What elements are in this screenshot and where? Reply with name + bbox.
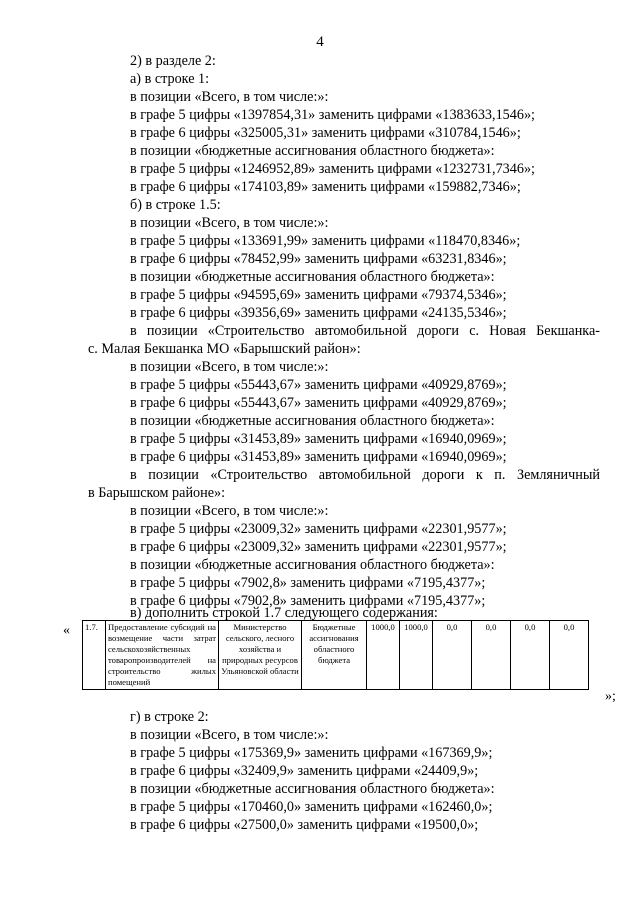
text-line: в графе 6 цифры «7902,8» заменить цифрами «7195,4377»; bbox=[130, 593, 486, 609]
table-row bbox=[83, 621, 589, 690]
text-line: в графе 5 цифры «94595,69» заменить цифрами «79374,5346»; bbox=[130, 287, 507, 303]
text-line: в позиции «Всего, в том числе:»: bbox=[130, 215, 329, 231]
text-line: б) в строке 1.5: bbox=[130, 197, 221, 213]
text-line: в графе 5 цифры «175369,9» заменить цифрами «167369,9»; bbox=[130, 745, 493, 761]
text-line: в графе 6 цифры «55443,67» заменить цифрами «40929,8769»; bbox=[130, 395, 507, 411]
text-line: в графе 5 цифры «133691,99» заменить цифрами «118470,8346»; bbox=[130, 233, 521, 249]
cell-ministry: Министерство сельского, лесного хозяйства и природных ресурсов Ульяновской области bbox=[219, 621, 302, 690]
cell-value: 1000,0 bbox=[400, 621, 433, 690]
text-line: в графе 6 цифры «78452,99» заменить цифрами «63231,8346»; bbox=[130, 251, 507, 267]
text-line: в позиции «бюджетные ассигнования областного бюджета»: bbox=[130, 413, 495, 429]
paragraph-road-1-cont: с. Малая Бекшанка МО «Барышский район»: bbox=[88, 341, 361, 357]
text-line: в графе 6 цифры «32409,9» заменить цифрами «24409,9»; bbox=[130, 763, 479, 779]
text-line: в графе 6 цифры «23009,32» заменить цифрами «22301,9577»; bbox=[130, 539, 507, 555]
text-line: в позиции «бюджетные ассигнования областного бюджета»: bbox=[130, 269, 495, 285]
cell-fund: Бюджетные ассигнования областного бюджета bbox=[302, 621, 367, 690]
cell-value: 0,0 bbox=[550, 621, 589, 690]
inserted-row-table bbox=[82, 620, 589, 690]
cell-num: 1.7. bbox=[83, 621, 106, 690]
text-line: в позиции «Всего, в том числе:»: bbox=[130, 503, 329, 519]
text-line: в позиции «бюджетные ассигнования областного бюджета»: bbox=[130, 557, 495, 573]
text-line: в графе 6 цифры «174103,89» заменить цифрами «159882,7346»; bbox=[130, 179, 521, 195]
text-line: в позиции «бюджетные ассигнования областного бюджета»: bbox=[130, 143, 495, 159]
text-line: в графе 5 цифры «55443,67» заменить цифрами «40929,8769»; bbox=[130, 377, 507, 393]
cell-value: 0,0 bbox=[433, 621, 472, 690]
text-line: г) в строке 2: bbox=[130, 709, 209, 725]
cell-value: 1000,0 bbox=[367, 621, 400, 690]
text-line: а) в строке 1: bbox=[130, 71, 210, 87]
text-line: в графе 5 цифры «1397854,31» заменить цифрами «1383633,1546»; bbox=[130, 107, 535, 123]
text-line: в графе 5 цифры «23009,32» заменить цифрами «22301,9577»; bbox=[130, 521, 507, 537]
text-line: в позиции «Всего, в том числе:»: bbox=[130, 359, 329, 375]
text-line: в графе 5 цифры «1246952,89» заменить цифрами «1232731,7346»; bbox=[130, 161, 535, 177]
text-line: 2) в разделе 2: bbox=[130, 53, 216, 69]
paragraph-road-1: в позиции «Строительство автомобильной дороги с. Новая Бекшанка- bbox=[130, 323, 600, 339]
text-line: в графе 6 цифры «39356,69» заменить цифрами «24135,5346»; bbox=[130, 305, 507, 321]
page-number: 4 bbox=[316, 34, 324, 50]
text-line: в позиции «бюджетные ассигнования областного бюджета»: bbox=[130, 781, 495, 797]
text-line: в графе 6 цифры «325005,31» заменить цифрами «310784,1546»; bbox=[130, 125, 521, 141]
quote-open: « bbox=[63, 623, 70, 638]
text-line: в графе 5 цифры «31453,89» заменить цифрами «16940,0969»; bbox=[130, 431, 507, 447]
text-line: в) дополнить строкой 1.7 следующего содержания: bbox=[130, 605, 438, 621]
text-line: в графе 6 цифры «27500,0» заменить цифрами «19500,0»; bbox=[130, 817, 479, 833]
cell-value: 0,0 bbox=[511, 621, 550, 690]
text-line: в графе 6 цифры «31453,89» заменить цифрами «16940,0969»; bbox=[130, 449, 507, 465]
paragraph-road-2-cont: в Барышском районе»: bbox=[88, 485, 226, 501]
text-line: в графе 5 цифры «170460,0» заменить цифрами «162460,0»; bbox=[130, 799, 493, 815]
text-line: в позиции «Всего, в том числе:»: bbox=[130, 89, 329, 105]
quote-close: »; bbox=[605, 689, 616, 704]
text-line: в графе 5 цифры «7902,8» заменить цифрами «7195,4377»; bbox=[130, 575, 486, 591]
paragraph-road-2: в позиции «Строительство автомобильной дороги к п. Земляничный bbox=[130, 467, 600, 483]
text-line: в позиции «Всего, в том числе:»: bbox=[130, 727, 329, 743]
cell-value: 0,0 bbox=[472, 621, 511, 690]
cell-description: Предоставление субсидий на возмещение части затрат сельскохозяйственных товаропроизводителей на строительство жилых помещений bbox=[106, 621, 219, 690]
